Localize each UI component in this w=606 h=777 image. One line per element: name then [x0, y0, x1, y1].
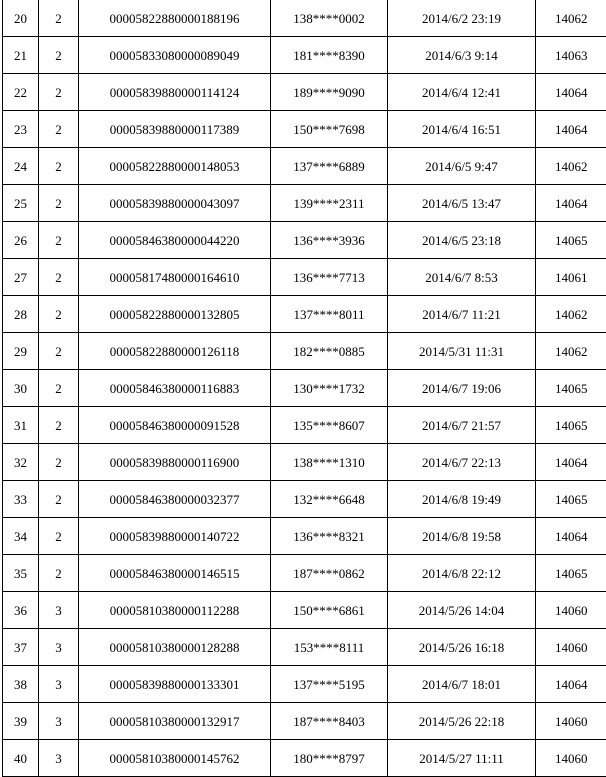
code-cell: 14062 [536, 0, 606, 37]
code-cell: 14064 [536, 444, 606, 481]
code-cell: 14062 [536, 148, 606, 185]
order-id-cell: 00005822880000148053 [79, 148, 271, 185]
datetime-cell: 2014/6/5 13:47 [388, 185, 536, 222]
code-cell: 14064 [536, 666, 606, 703]
order-id-cell: 00005810380000132917 [79, 703, 271, 740]
table-row [3, 185, 606, 222]
phone-cell: 136****8321 [271, 518, 388, 555]
group-cell: 3 [39, 629, 79, 666]
group-cell: 2 [39, 444, 79, 481]
order-id-cell: 00005822880000126118 [79, 333, 271, 370]
datetime-cell: 2014/6/7 18:01 [388, 666, 536, 703]
datetime-cell: 2014/6/8 19:58 [388, 518, 536, 555]
group-cell: 2 [39, 296, 79, 333]
table-row [3, 74, 606, 111]
code-cell: 14065 [536, 370, 606, 407]
order-id-cell: 00005810380000112288 [79, 592, 271, 629]
group-cell: 2 [39, 370, 79, 407]
row-index-cell: 38 [3, 666, 39, 703]
row-index-cell: 29 [3, 333, 39, 370]
code-cell: 14060 [536, 703, 606, 740]
code-cell: 14064 [536, 74, 606, 111]
code-cell: 14062 [536, 333, 606, 370]
table-row [3, 444, 606, 481]
group-cell: 2 [39, 185, 79, 222]
order-id-cell: 00005822880000188196 [79, 0, 271, 37]
row-index-cell: 33 [3, 481, 39, 518]
datetime-cell: 2014/6/4 12:41 [388, 74, 536, 111]
phone-cell: 189****9090 [271, 74, 388, 111]
code-cell: 14065 [536, 407, 606, 444]
row-index-cell: 30 [3, 370, 39, 407]
code-cell: 14060 [536, 740, 606, 777]
code-cell: 14063 [536, 37, 606, 74]
order-id-cell: 00005810380000145762 [79, 740, 271, 777]
code-cell: 14060 [536, 629, 606, 666]
order-id-cell: 00005822880000132805 [79, 296, 271, 333]
phone-cell: 137****5195 [271, 666, 388, 703]
code-cell: 14065 [536, 481, 606, 518]
order-id-cell: 00005846380000146515 [79, 555, 271, 592]
group-cell: 2 [39, 407, 79, 444]
table-row [3, 296, 606, 333]
table-row [3, 740, 606, 777]
table-row [3, 0, 606, 37]
phone-cell: 181****8390 [271, 37, 388, 74]
row-index-cell: 25 [3, 185, 39, 222]
group-cell: 2 [39, 37, 79, 74]
table-row [3, 370, 606, 407]
table-row [3, 111, 606, 148]
order-id-cell: 00005846380000091528 [79, 407, 271, 444]
record-table-body [3, 0, 606, 777]
table-row [3, 481, 606, 518]
datetime-cell: 2014/6/7 8:53 [388, 259, 536, 296]
record-table [2, 0, 606, 777]
order-id-cell: 00005839880000114124 [79, 74, 271, 111]
row-index-cell: 27 [3, 259, 39, 296]
datetime-cell: 2014/6/5 23:18 [388, 222, 536, 259]
phone-cell: 136****7713 [271, 259, 388, 296]
order-id-cell: 00005833080000089049 [79, 37, 271, 74]
row-index-cell: 36 [3, 592, 39, 629]
group-cell: 2 [39, 259, 79, 296]
code-cell: 14062 [536, 296, 606, 333]
group-cell: 2 [39, 222, 79, 259]
order-id-cell: 00005839880000140722 [79, 518, 271, 555]
datetime-cell: 2014/6/7 22:13 [388, 444, 536, 481]
row-index-cell: 23 [3, 111, 39, 148]
phone-cell: 153****8111 [271, 629, 388, 666]
group-cell: 2 [39, 555, 79, 592]
row-index-cell: 21 [3, 37, 39, 74]
table-row [3, 629, 606, 666]
order-id-cell: 00005846380000044220 [79, 222, 271, 259]
datetime-cell: 2014/5/26 16:18 [388, 629, 536, 666]
datetime-cell: 2014/5/27 11:11 [388, 740, 536, 777]
table-row [3, 259, 606, 296]
group-cell: 2 [39, 74, 79, 111]
row-index-cell: 20 [3, 0, 39, 37]
code-cell: 14064 [536, 518, 606, 555]
phone-cell: 137****6889 [271, 148, 388, 185]
table-row [3, 703, 606, 740]
datetime-cell: 2014/6/3 9:14 [388, 37, 536, 74]
table-row [3, 333, 606, 370]
phone-cell: 182****0885 [271, 333, 388, 370]
row-index-cell: 37 [3, 629, 39, 666]
order-id-cell: 00005839880000043097 [79, 185, 271, 222]
group-cell: 3 [39, 703, 79, 740]
group-cell: 2 [39, 148, 79, 185]
datetime-cell: 2014/6/7 19:06 [388, 370, 536, 407]
datetime-cell: 2014/6/7 21:57 [388, 407, 536, 444]
order-id-cell: 00005846380000032377 [79, 481, 271, 518]
phone-cell: 135****8607 [271, 407, 388, 444]
datetime-cell: 2014/6/5 9:47 [388, 148, 536, 185]
code-cell: 14060 [536, 592, 606, 629]
table-row [3, 666, 606, 703]
code-cell: 14065 [536, 222, 606, 259]
group-cell: 2 [39, 0, 79, 37]
group-cell: 3 [39, 666, 79, 703]
row-index-cell: 39 [3, 703, 39, 740]
datetime-cell: 2014/6/7 11:21 [388, 296, 536, 333]
group-cell: 2 [39, 111, 79, 148]
datetime-cell: 2014/5/31 11:31 [388, 333, 536, 370]
order-id-cell: 00005839880000117389 [79, 111, 271, 148]
table-row [3, 518, 606, 555]
table-row [3, 407, 606, 444]
table-row [3, 555, 606, 592]
row-index-cell: 40 [3, 740, 39, 777]
phone-cell: 139****2311 [271, 185, 388, 222]
row-index-cell: 28 [3, 296, 39, 333]
code-cell: 14064 [536, 111, 606, 148]
group-cell: 2 [39, 481, 79, 518]
group-cell: 3 [39, 592, 79, 629]
order-id-cell: 00005810380000128288 [79, 629, 271, 666]
phone-cell: 138****1310 [271, 444, 388, 481]
datetime-cell: 2014/6/2 23:19 [388, 0, 536, 37]
order-id-cell: 00005839880000133301 [79, 666, 271, 703]
datetime-cell: 2014/6/4 16:51 [388, 111, 536, 148]
table-row [3, 592, 606, 629]
table-row [3, 148, 606, 185]
phone-cell: 187****8403 [271, 703, 388, 740]
phone-cell: 130****1732 [271, 370, 388, 407]
row-index-cell: 26 [3, 222, 39, 259]
code-cell: 14065 [536, 555, 606, 592]
phone-cell: 150****7698 [271, 111, 388, 148]
row-index-cell: 31 [3, 407, 39, 444]
order-id-cell: 00005839880000116900 [79, 444, 271, 481]
phone-cell: 138****0002 [271, 0, 388, 37]
order-id-cell: 00005846380000116883 [79, 370, 271, 407]
group-cell: 2 [39, 518, 79, 555]
datetime-cell: 2014/5/26 14:04 [388, 592, 536, 629]
table-row [3, 37, 606, 74]
phone-cell: 187****0862 [271, 555, 388, 592]
row-index-cell: 34 [3, 518, 39, 555]
table-row [3, 222, 606, 259]
phone-cell: 180****8797 [271, 740, 388, 777]
datetime-cell: 2014/6/8 22:12 [388, 555, 536, 592]
group-cell: 2 [39, 333, 79, 370]
code-cell: 14061 [536, 259, 606, 296]
code-cell: 14064 [536, 185, 606, 222]
phone-cell: 150****6861 [271, 592, 388, 629]
row-index-cell: 24 [3, 148, 39, 185]
group-cell: 3 [39, 740, 79, 777]
datetime-cell: 2014/6/8 19:49 [388, 481, 536, 518]
order-id-cell: 00005817480000164610 [79, 259, 271, 296]
row-index-cell: 32 [3, 444, 39, 481]
row-index-cell: 35 [3, 555, 39, 592]
phone-cell: 132****6648 [271, 481, 388, 518]
phone-cell: 136****3936 [271, 222, 388, 259]
phone-cell: 137****8011 [271, 296, 388, 333]
row-index-cell: 22 [3, 74, 39, 111]
datetime-cell: 2014/5/26 22:18 [388, 703, 536, 740]
